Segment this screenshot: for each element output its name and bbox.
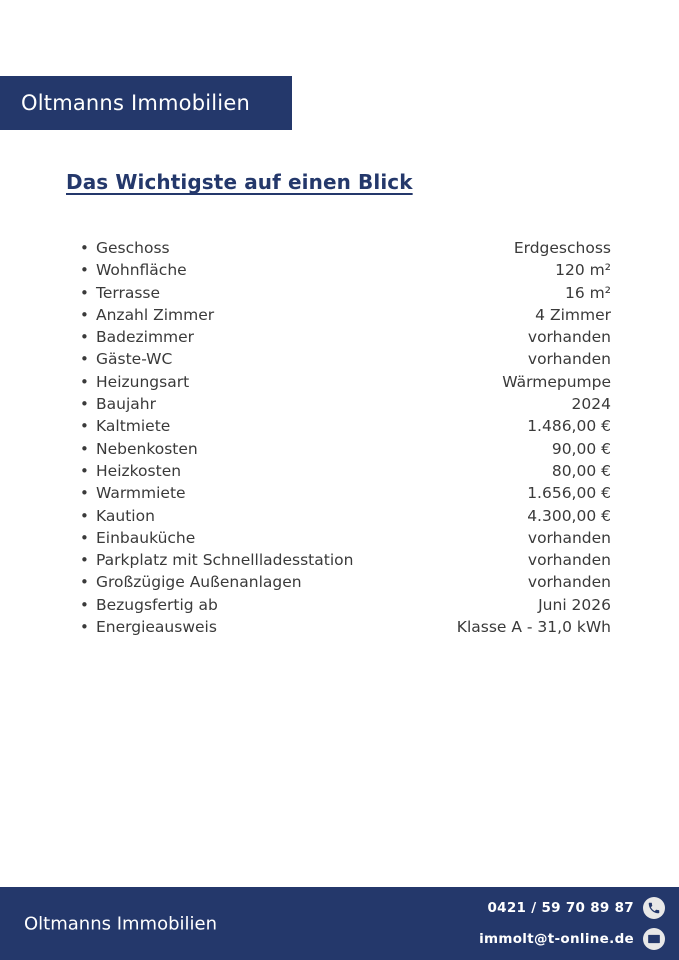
spec-label: Badezimmer xyxy=(96,328,195,347)
spec-value: 4 Zimmer xyxy=(535,305,611,324)
bullet-icon xyxy=(80,575,96,590)
page-title: Das Wichtigste auf einen Blick xyxy=(66,170,413,194)
spec-value: vorhanden xyxy=(527,350,611,369)
list-item xyxy=(0,328,679,350)
spec-value: 1.486,00 € xyxy=(527,417,611,436)
list-item xyxy=(0,551,679,573)
list-item xyxy=(0,306,679,328)
spec-value: vorhanden xyxy=(527,573,611,592)
bullet-icon xyxy=(80,397,96,412)
spec-value: 2024 xyxy=(571,395,611,414)
bullet-icon xyxy=(80,531,96,546)
footer-contact-block xyxy=(479,887,665,960)
spec-value: Erdgeschoss xyxy=(513,239,611,257)
spec-value: 4.300,00 € xyxy=(527,506,611,525)
spec-value: 120 m² xyxy=(555,261,611,280)
list-item xyxy=(0,462,679,484)
list-item xyxy=(0,261,679,283)
spec-value: Klasse A - 31,0 kWh xyxy=(456,618,611,637)
spec-label: Kaution xyxy=(96,506,155,525)
property-spec-list xyxy=(0,239,679,640)
spec-label: Anzahl Zimmer xyxy=(96,305,215,324)
bullet-icon xyxy=(80,308,96,323)
footer-company-name: Oltmanns Immobilien xyxy=(24,913,218,934)
company-name: Oltmanns Immobilien xyxy=(21,91,250,115)
spec-label: Bezugsfertig ab xyxy=(96,595,218,614)
spec-value: vorhanden xyxy=(527,528,611,547)
spec-value: vorhanden xyxy=(527,551,611,570)
list-item xyxy=(0,529,679,551)
main-content xyxy=(0,170,679,640)
spec-label: Großzügige Außenanlagen xyxy=(96,573,302,592)
spec-label: Wohnfläche xyxy=(96,261,187,280)
bullet-icon xyxy=(80,553,96,568)
bullet-icon xyxy=(80,419,96,434)
list-item xyxy=(0,239,679,261)
list-item xyxy=(0,484,679,506)
bullet-icon xyxy=(80,352,96,367)
spec-label: Baujahr xyxy=(96,395,156,414)
spec-label: Energieausweis xyxy=(96,618,217,637)
spec-label: Nebenkosten xyxy=(96,439,198,458)
spec-label: Einbauküche xyxy=(96,528,196,547)
bullet-icon xyxy=(80,620,96,635)
list-item xyxy=(0,440,679,462)
bullet-icon xyxy=(80,286,96,301)
spec-label: Gäste-WC xyxy=(96,350,173,369)
spec-label: Kaltmiete xyxy=(96,417,171,436)
footer-bar xyxy=(0,887,679,960)
bullet-icon xyxy=(80,509,96,524)
spec-label: Heizungsart xyxy=(96,372,190,391)
bullet-icon xyxy=(80,375,96,390)
bullet-icon xyxy=(80,486,96,501)
spec-value: Wärmepumpe xyxy=(502,372,611,391)
phone-contact-line xyxy=(479,897,665,919)
list-item xyxy=(0,284,679,306)
bullet-icon xyxy=(80,442,96,457)
spec-label: Heizkosten xyxy=(96,461,182,480)
spec-value: Juni 2026 xyxy=(538,595,611,614)
bullet-icon xyxy=(80,598,96,613)
list-item xyxy=(0,618,679,640)
spec-value: 90,00 € xyxy=(551,439,611,458)
spec-value: 16 m² xyxy=(565,283,611,302)
list-item xyxy=(0,573,679,595)
bullet-icon xyxy=(80,330,96,345)
list-item xyxy=(0,373,679,395)
bullet-icon xyxy=(80,464,96,479)
spec-label: Parkplatz mit Schnellladesstation xyxy=(96,551,354,570)
spec-value: vorhanden xyxy=(527,328,611,347)
bullet-icon xyxy=(80,241,96,256)
list-item xyxy=(0,507,679,529)
list-item xyxy=(0,596,679,618)
list-item xyxy=(0,395,679,417)
list-item xyxy=(0,417,679,439)
list-item xyxy=(0,350,679,372)
email-address: immolt@t-online.de xyxy=(479,931,634,947)
bullet-icon xyxy=(80,263,96,278)
email-contact-line xyxy=(479,928,665,950)
phone-icon xyxy=(643,897,665,919)
mail-icon xyxy=(643,928,665,950)
spec-label: Geschoss xyxy=(96,239,170,257)
spec-label: Terrasse xyxy=(96,283,161,302)
header-banner xyxy=(0,76,292,130)
phone-number: 0421 / 59 70 89 87 xyxy=(487,900,634,916)
spec-value: 1.656,00 € xyxy=(527,484,611,503)
spec-label: Warmmiete xyxy=(96,484,186,503)
spec-value: 80,00 € xyxy=(551,461,611,480)
